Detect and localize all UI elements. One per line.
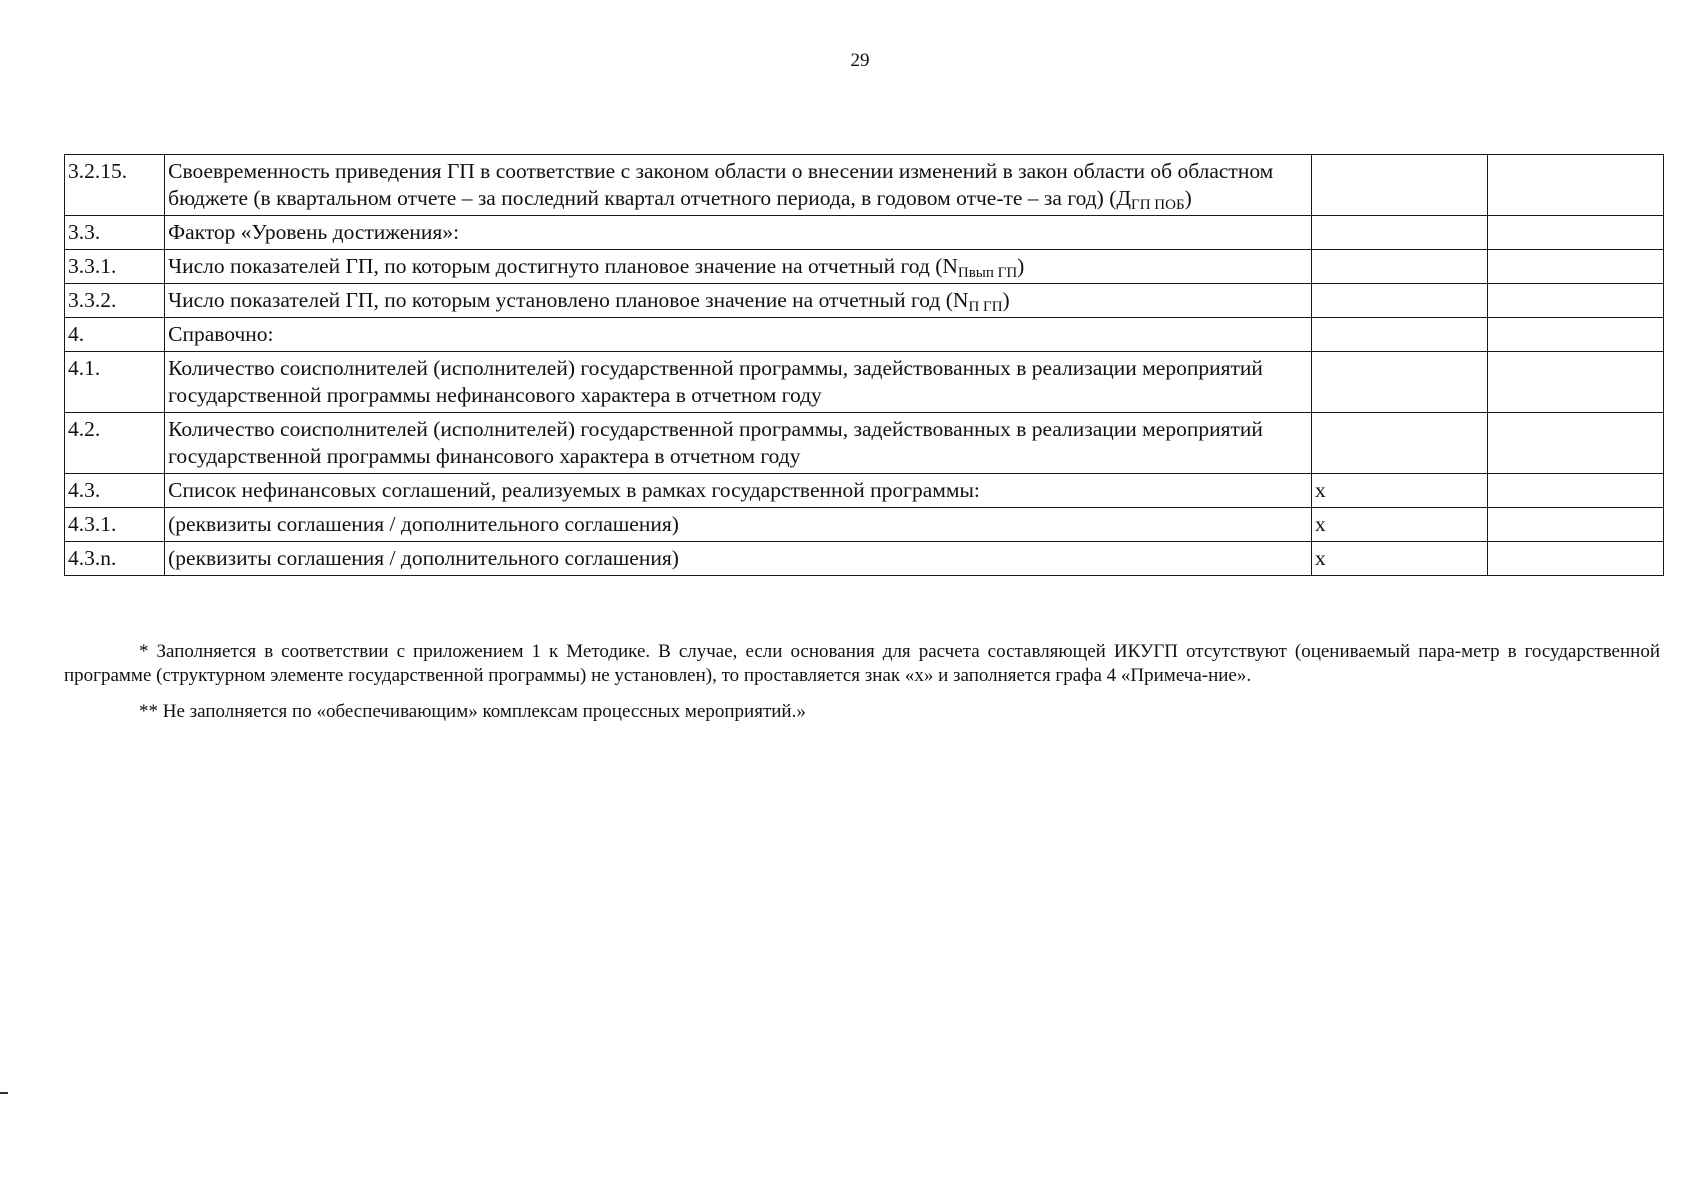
footnote-1: * Заполняется в соответствии с приложением 1 к Методике. В случае, если основания для расчета составляющей ИКУГП отсутствуют (оцениваемый пара-метр в государственной программе (структурном элементе государственной программы) не установлен), то проставляется знак «х» и заполняется графа 4 «Примеча-ние». (64, 641, 1660, 686)
description-text: Число показателей ГП, по которым установлено плановое значение на отчетный год (N (168, 288, 969, 312)
row-note (1488, 250, 1664, 284)
row-note (1488, 216, 1664, 250)
row-number: 3.2.15. (65, 155, 165, 216)
row-value (1312, 155, 1488, 216)
table-row (65, 318, 1664, 352)
table-row (65, 508, 1664, 542)
row-description (165, 250, 1312, 284)
table-row (65, 413, 1664, 474)
row-value (1312, 250, 1488, 284)
row-number: 4.3.n. (65, 542, 165, 576)
row-description (165, 542, 1312, 576)
row-value (1312, 413, 1488, 474)
row-value (1312, 318, 1488, 352)
row-number: 4.3. (65, 474, 165, 508)
table-row (65, 250, 1664, 284)
row-note (1488, 474, 1664, 508)
row-description (165, 508, 1312, 542)
page-number: 29 (850, 50, 870, 71)
row-value (1312, 352, 1488, 413)
indicators-table (64, 154, 1664, 576)
row-note (1488, 318, 1664, 352)
table-row (65, 284, 1664, 318)
row-value: х (1312, 542, 1488, 576)
row-number: 3.3. (65, 216, 165, 250)
row-number: 3.3.1. (65, 250, 165, 284)
row-description (165, 318, 1312, 352)
table-row (65, 155, 1664, 216)
row-value: х (1312, 474, 1488, 508)
table-row (65, 216, 1664, 250)
description-tail: ) (1017, 254, 1025, 278)
description-text: Число показателей ГП, по которым достигнуто плановое значение на отчетный год (N (168, 254, 958, 278)
row-description (165, 474, 1312, 508)
row-number: 4.2. (65, 413, 165, 474)
description-text: (реквизиты соглашения / дополнительного соглашения) (168, 512, 679, 536)
description-text: Фактор «Уровень достижения»: (168, 220, 460, 244)
description-text: Список нефинансовых соглашений, реализуемых в рамках государственной программы: (168, 478, 980, 502)
row-value: х (1312, 508, 1488, 542)
row-number: 4.1. (65, 352, 165, 413)
row-note (1488, 284, 1664, 318)
description-text: Своевременность приведения ГП в соответствие с законом области о внесении изменений в закон области об областном бюджете (в квартальном отчете – за последний квартал отчетного периода, в годовом отче-те – за год) (Д (168, 159, 1274, 210)
row-note (1488, 155, 1664, 216)
description-text: (реквизиты соглашения / дополнительного соглашения) (168, 546, 679, 570)
footnotes (64, 640, 1660, 736)
row-value (1312, 216, 1488, 250)
row-note (1488, 413, 1664, 474)
description-text: Количество соисполнителей (исполнителей) государственной программы, задействованных в реализации мероприятий государственной программы нефинансового характера в отчетном году (168, 356, 1263, 407)
row-number: 4. (65, 318, 165, 352)
row-description (165, 413, 1312, 474)
table-row (65, 474, 1664, 508)
row-number: 4.3.1. (65, 508, 165, 542)
description-subscript: ГП ПОБ (1131, 197, 1185, 213)
row-description (165, 155, 1312, 216)
row-description (165, 352, 1312, 413)
row-note (1488, 352, 1664, 413)
row-description (165, 216, 1312, 250)
row-value (1312, 284, 1488, 318)
margin-mark (0, 1092, 8, 1094)
description-text: Справочно: (168, 322, 274, 346)
description-tail: ) (1184, 186, 1192, 210)
row-description (165, 284, 1312, 318)
table-row (65, 542, 1664, 576)
row-number: 3.3.2. (65, 284, 165, 318)
description-text: Количество соисполнителей (исполнителей) государственной программы, задействованных в реализации мероприятий государственной программы финансового характера в отчетном году (168, 417, 1263, 468)
table-row (65, 352, 1664, 413)
description-tail: ) (1002, 288, 1010, 312)
indicators-table-body (65, 155, 1664, 576)
description-subscript: П ГП (968, 299, 1003, 315)
footnote-2: ** Не заполняется по «обеспечивающим» комплексам процессных мероприятий.» (139, 701, 806, 722)
row-note (1488, 508, 1664, 542)
row-note (1488, 542, 1664, 576)
description-subscript: Пвып ГП (957, 265, 1018, 281)
